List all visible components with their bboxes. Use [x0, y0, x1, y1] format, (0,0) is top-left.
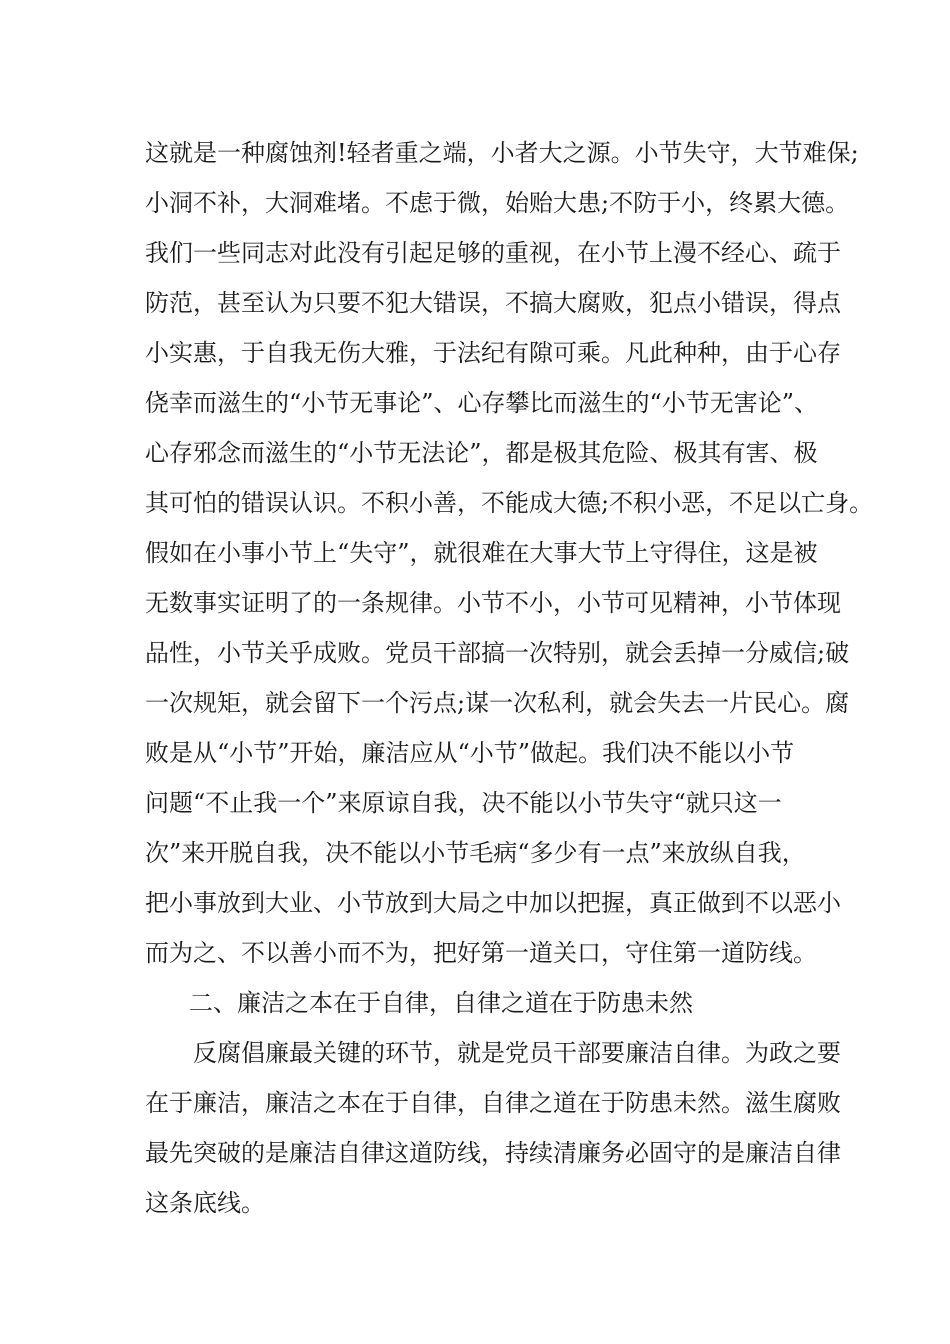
text-line: 假如在小事小节上“失守”，就很难在大事大节上守得住，这是被: [145, 539, 818, 567]
text-line: 反腐倡廉最关键的环节，就是党员干部要廉洁自律。为政之要: [193, 1039, 841, 1067]
text-line: 次”来开脱自我，决不能以小节毛病“多少有一点”来放纵自我，: [145, 839, 806, 867]
text-line: 最先突破的是廉洁自律这道防线，持续清廉务必固守的是廉洁自律: [145, 1139, 841, 1167]
text-line: 这就是一种腐蚀剂!轻者重之端，小者大之源。小节失守，大节难保;: [145, 139, 859, 167]
text-line: 我们一些同志对此没有引起足够的重视，在小节上漫不经心、疏于: [145, 239, 841, 267]
text-line: 小实惠，于自我无伤大雅，于法纪有隙可乘。凡此种种，由于心存: [145, 339, 841, 367]
text-line: 侥幸而滋生的“小节无事论”、心存攀比而滋生的“小节无害论”、: [145, 389, 819, 417]
text-line: 品性，小节关乎成败。党员干部搞一次特别，就会丢掉一分威信;破: [145, 639, 850, 667]
text-line: 这条底线。: [145, 1189, 265, 1217]
section-heading: 二、廉洁之本在于自律，自律之道在于防患未然: [189, 989, 693, 1017]
text-line: 心存邪念而滋生的“小节无法论”，都是极其危险、极其有害、极: [145, 439, 818, 467]
text-line: 败是从“小节”开始，廉洁应从“小节”做起。我们决不能以小节: [145, 739, 795, 767]
text-line: 无数事实证明了的一条规律。小节不小，小节可见精神，小节体现: [145, 589, 841, 617]
text-line: 一次规矩，就会留下一个污点;谋一次私利，就会失去一片民心。腐: [145, 689, 850, 717]
document-body: [145, 128, 874, 1228]
text-line: 把小事放到大业、小节放到大局之中加以把握，真正做到不以恶小: [145, 889, 841, 917]
text-line: 问题“不止我一个”来原谅自我，决不能以小节失守“就只这一: [145, 789, 782, 817]
text-line: 其可怕的错误认识。不积小善，不能成大德;不积小恶，不足以亡身。: [145, 489, 874, 517]
text-line: 在于廉洁，廉洁之本在于自律，自律之道在于防患未然。滋生腐败: [145, 1089, 841, 1117]
text-line: 小洞不补，大洞难堵。不虑于微，始贻大患;不防于小，终累大德。: [145, 189, 850, 217]
text-line: 而为之、不以善小而不为，把好第一道关口，守住第一道防线。: [145, 939, 817, 967]
text-line: 防范，甚至认为只要不犯大错误，不搞大腐败，犯点小错误，得点: [145, 289, 841, 317]
